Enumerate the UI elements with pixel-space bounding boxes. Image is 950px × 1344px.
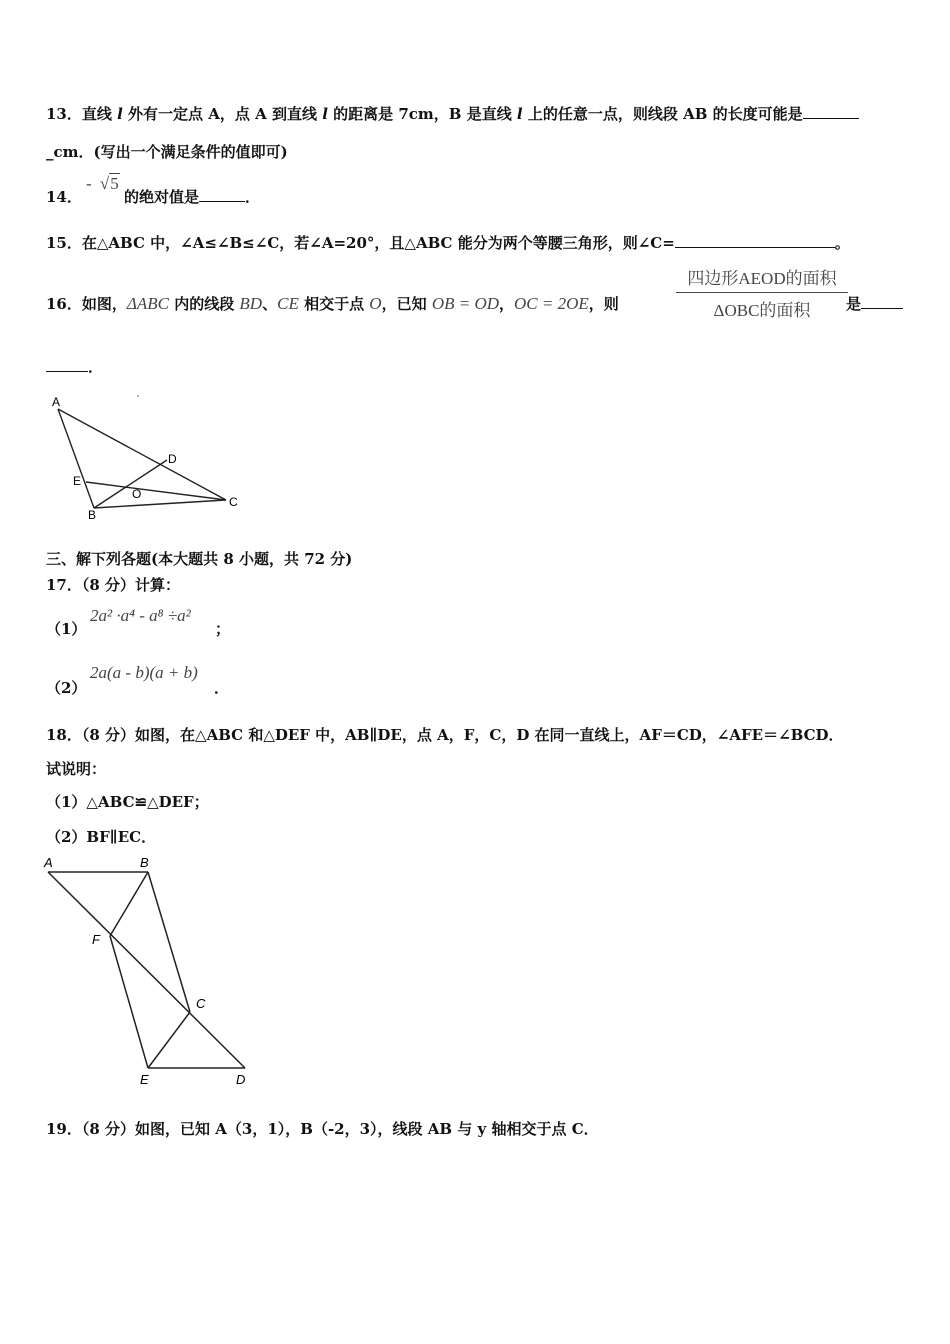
q16-text-4: ，则 bbox=[588, 295, 619, 313]
q18-part1: （1）△ABC≌△DEF； bbox=[46, 793, 209, 811]
q17-part2-end: ． bbox=[214, 679, 230, 697]
q15-line bbox=[46, 232, 850, 253]
q13-line-symbol-3: l bbox=[516, 105, 523, 123]
q18-label-e: E bbox=[140, 1072, 149, 1087]
q18-segment-ad bbox=[48, 872, 245, 1068]
q17-title: 17．（8 分）计算： bbox=[46, 576, 181, 594]
q16-edge-bc bbox=[94, 500, 226, 508]
q13-text-3: 的距离是 7cm，B 是直线 bbox=[327, 105, 517, 123]
q16-text-2: 相交于点 bbox=[298, 295, 370, 313]
q18-statement: 18．（8 分）如图，在△ABC 和△DEF 中，AB∥DE，点 A，F，C，D 在同一直线上，AF＝CD，∠AFE＝∠BCD． bbox=[46, 726, 844, 744]
q16-sep: 、 bbox=[262, 295, 278, 313]
q17-part2-label: （2） bbox=[46, 679, 87, 697]
q16-end: ． bbox=[88, 358, 104, 376]
q16-answer-blank-1[interactable] bbox=[861, 294, 903, 309]
q14-answer-blank[interactable] bbox=[199, 187, 245, 202]
q16-line1 bbox=[46, 293, 619, 314]
q18-parallel-figure bbox=[40, 852, 260, 1092]
q16-line1-end bbox=[846, 293, 903, 314]
q14-radicand: 5 bbox=[110, 174, 119, 193]
q18-label-d: D bbox=[236, 1072, 246, 1087]
q13-text-2: 外有一定点 A，点 A 到直线 bbox=[122, 105, 323, 123]
q16-segment-ce-line bbox=[86, 482, 226, 500]
q13-number: 13． bbox=[46, 105, 82, 123]
q16-number: 16．如图， bbox=[46, 295, 127, 313]
q18-segment-bf bbox=[110, 872, 148, 936]
q15-answer-blank[interactable] bbox=[675, 233, 835, 248]
q16-comma: ， bbox=[499, 295, 515, 313]
q13-line-symbol-2: l bbox=[322, 105, 328, 123]
q18-intro: 试说明： bbox=[46, 760, 107, 778]
q16-line2 bbox=[46, 356, 103, 377]
q17-part2-expression: 2a(a - b)(a + b) bbox=[90, 663, 198, 682]
q16-label-d: D bbox=[168, 452, 177, 466]
q18-segment-ce bbox=[148, 1012, 190, 1068]
q16-fraction-numerator: 四边形AEOD的面积 bbox=[676, 264, 848, 293]
q16-condition-1: OB = OD bbox=[431, 294, 499, 313]
q16-label-e: E bbox=[73, 474, 82, 488]
q16-triangle-figure bbox=[40, 390, 250, 525]
q16-point-o: O bbox=[369, 294, 382, 313]
q16-triangle: ΔABC bbox=[126, 294, 169, 313]
q18-label-b: B bbox=[140, 855, 149, 870]
q17-part1-label: （1） bbox=[46, 620, 87, 638]
q16-area-ratio-fraction bbox=[676, 264, 848, 321]
q16-edge-ab bbox=[58, 409, 94, 508]
q16-condition-2: OC = 2OE bbox=[514, 294, 589, 313]
q16-stray-dot bbox=[137, 395, 139, 397]
q15-text: 15．在△ABC 中，∠A≤∠B≤∠C，若∠A=20°，且△ABC 能分为两个等腰三角形，则∠C= bbox=[46, 234, 675, 252]
q14-number: 14． bbox=[46, 188, 82, 206]
q16-label-b: B bbox=[88, 508, 97, 522]
q15-end: 。 bbox=[834, 234, 850, 252]
q17-part1 bbox=[46, 618, 86, 639]
q14-end: ． bbox=[245, 188, 261, 206]
q16-fraction-denominator: ΔOBC的面积 bbox=[713, 301, 811, 320]
q16-segment-bd: BD bbox=[239, 294, 263, 313]
q16-text-3: ，已知 bbox=[381, 295, 432, 313]
q14-text-line bbox=[124, 186, 260, 207]
q13-line-symbol-1: l bbox=[117, 105, 123, 123]
q18-label-a: A bbox=[44, 855, 53, 870]
q16-label-o: O bbox=[132, 487, 142, 501]
q16-label-c: C bbox=[229, 495, 238, 509]
q16-text-1: 内的线段 bbox=[168, 295, 240, 313]
q13-line1 bbox=[46, 103, 859, 124]
q13-line2: _cm．(写出一个满足条件的值即可) bbox=[46, 143, 288, 161]
q18-segment-fe bbox=[110, 936, 148, 1068]
q18-segment-bc bbox=[148, 872, 190, 1012]
q14-radical-sign: √ bbox=[99, 174, 110, 193]
q14-text: 的绝对值是 bbox=[124, 188, 200, 206]
q19-statement: 19．（8 分）如图，已知 A（3，1），B（-2，3），线段 AB 与 y 轴相交于点 C． bbox=[46, 1120, 599, 1138]
q17-part2 bbox=[46, 677, 86, 698]
q14-minus: - bbox=[86, 174, 92, 193]
q13-answer-blank[interactable] bbox=[803, 104, 859, 119]
q13-text-4: 上的任意一点，则线段 AB 的长度可能是 bbox=[522, 105, 803, 123]
q17-part1-expression: 2a² ·a⁴ - a⁸ ÷a² bbox=[90, 606, 191, 625]
q18-label-c: C bbox=[196, 996, 206, 1011]
q13-text-1: 直线 bbox=[81, 105, 118, 123]
q17-part1-end: ； bbox=[215, 620, 231, 638]
q16-answer-blank-2[interactable] bbox=[46, 357, 88, 372]
q18-label-f: F bbox=[92, 932, 100, 947]
q18-part2: （2）BF∥EC． bbox=[46, 828, 157, 846]
q16-text-5: 是 bbox=[846, 295, 862, 313]
q16-label-a: A bbox=[52, 395, 61, 409]
q14-radical-expression bbox=[86, 174, 120, 194]
q16-segment-ce: CE bbox=[277, 294, 299, 313]
q16-edge-ac bbox=[58, 409, 226, 500]
section3-title: 三、解下列各题(本大题共 8 小题，共 72 分) bbox=[46, 550, 353, 568]
